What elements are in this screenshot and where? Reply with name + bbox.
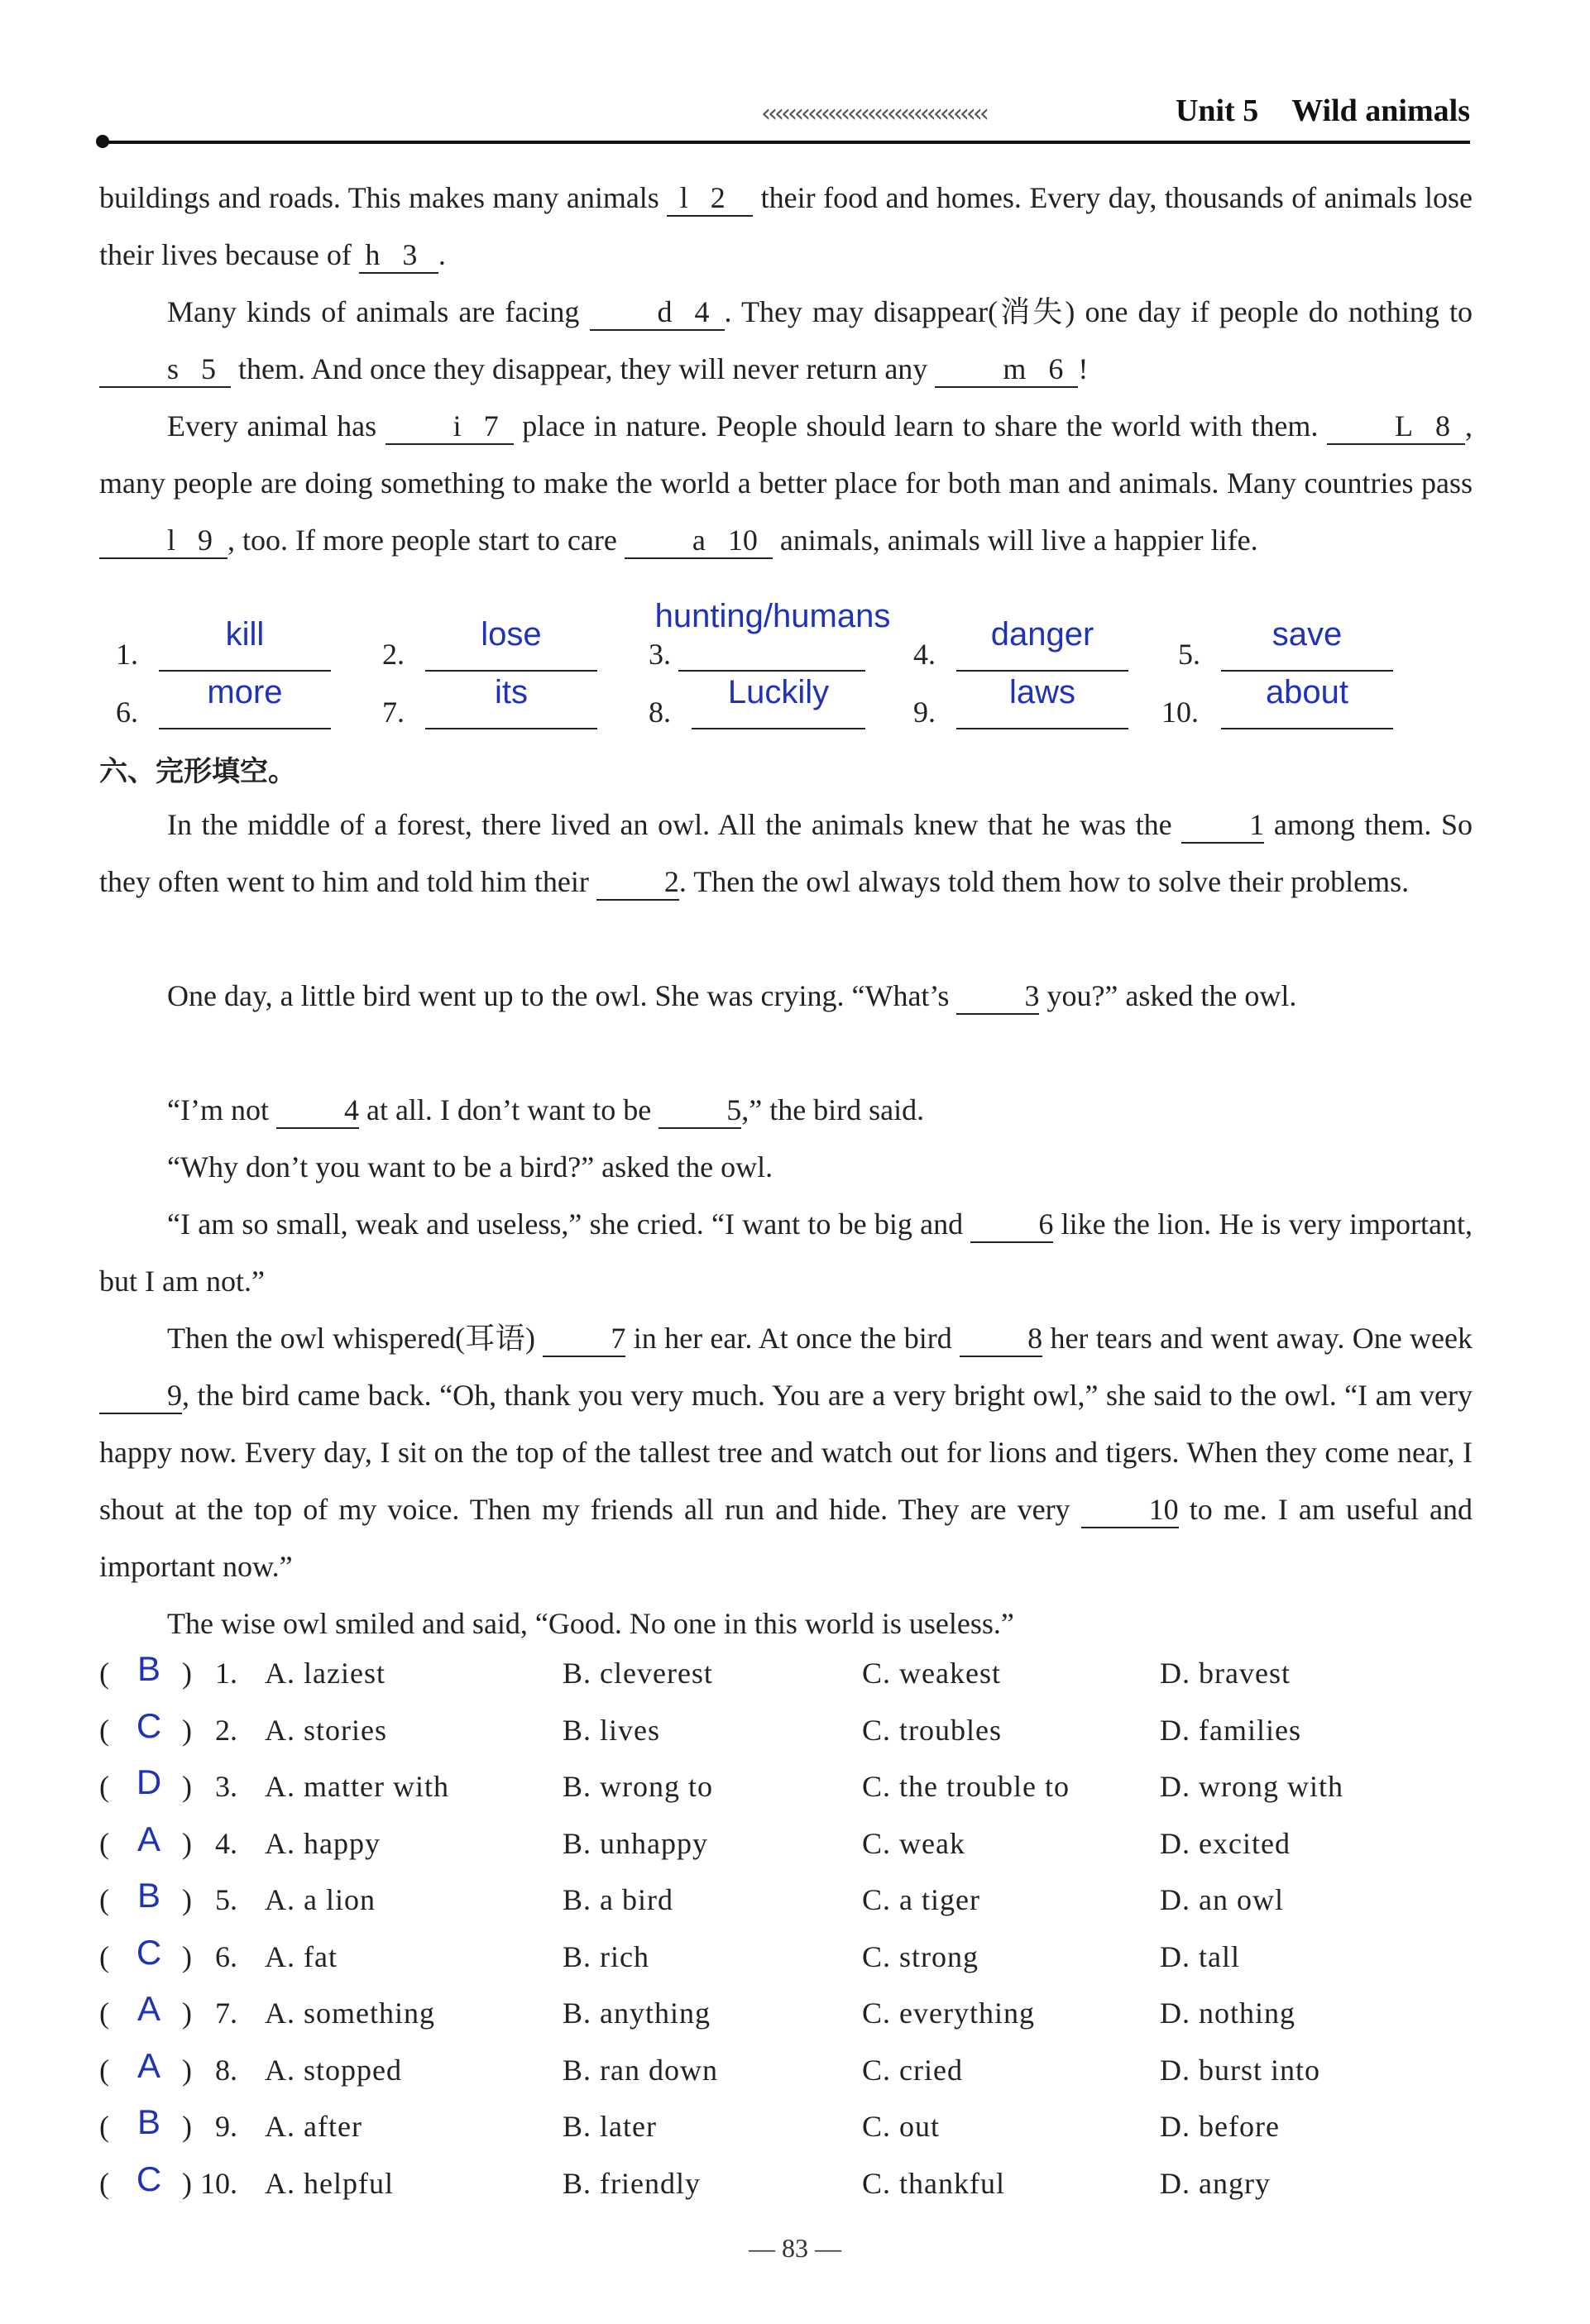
choice-row [99,1649,1506,1706]
answer-letter: A [136,1989,160,2028]
option-c: C. cried [862,2053,963,2087]
open-paren: ( [99,1657,109,1690]
open-paren: ( [99,1713,109,1747]
option-c: C. strong [862,1939,979,1973]
choice-row [99,2046,1506,2103]
answer-letter: C [136,2159,162,2198]
option-c: C. a tiger [862,1883,980,1916]
question-number: 9. [215,2110,237,2143]
answer-letter: B [136,1649,160,1688]
question-number: 6. [215,1939,237,1973]
passage2-para3: “I’m not 4 at all. I don’t want to be 5,” the bird said. [99,1082,1473,1139]
option-a: A. fat [265,1939,338,1973]
option-c: C. weak [862,1826,965,1860]
answer-letter: A [136,1819,160,1858]
open-paren: ( [99,1826,109,1860]
option-b: B. a bird [563,1883,673,1916]
option-a: A. a lion [265,1883,376,1916]
choice-row [99,1706,1506,1763]
passage2-para2: One day, a little bird went up to the owl. She was crying. “What’s 3 you?” asked the owl. [99,968,1473,1025]
passage1-para2: Many kinds of animals are facing d 4 . They may disappear(消失) one day if people do nothing to s 5 them. And once they disappear, they will never return any m 6 ! [99,284,1473,398]
passage2-para1: In the middle of a forest, there lived an owl. All the animals knew that he was the 1 among them. So they often went to him and told him their 2. Then the owl always told them how to solve their problems. [99,796,1473,911]
answer-letter: C [136,1932,162,1972]
answer-letter: A [136,2045,160,2085]
close-paren: ) [182,1657,192,1690]
close-paren: ) [182,1883,192,1916]
passage1-para3: Every animal has i 7 place in nature. People should learn to share the world with them. L 8 , many people are doing something to make the world a better place for both man and animals. Many countries pass l 9 , too. If more people start to care a 10 animals, animals will live a happier life. [99,398,1473,569]
option-d: D. before [1160,2110,1280,2143]
close-paren: ) [182,2110,192,2143]
option-c: C. weakest [862,1657,1001,1690]
open-paren: ( [99,1996,109,2030]
option-d: D. families [1160,1713,1301,1747]
option-b: B. rich [563,1939,649,1973]
option-b: B. unhappy [563,1826,708,1860]
option-c: C. out [862,2110,941,2143]
section-title: 六、完形填空。 [99,755,296,788]
option-a: A. after [265,2110,362,2143]
option-d: D. nothing [1160,1996,1296,2030]
option-a: A. laziest [265,1657,386,1690]
open-paren: ( [99,1939,109,1973]
choice-row [99,1933,1506,1990]
passage1-para1: buildings and roads. This makes many animals l 2 their food and homes. Every day, thousands of animals lose their lives because of h 3 . [99,170,1473,284]
option-c: C. troubles [862,1713,1002,1747]
close-paren: ) [182,1713,192,1747]
open-paren: ( [99,2053,109,2087]
option-d: D. bravest [1160,1657,1291,1690]
option-a: A. happy [265,1826,381,1860]
choice-row [99,1820,1506,1877]
option-a: A. something [265,1996,435,2030]
answer-letter: D [136,1762,162,1801]
question-number: 7. [215,1996,237,2030]
option-d: D. tall [1160,1939,1240,1973]
question-number: 3. [215,1770,237,1803]
passage2-para6: Then the owl whispered(耳语) 7 in her ear. At once the bird 8 her tears and went away. One week 9, the bird came back. “Oh, thank you very much. You are a very bright owl,” she said to the owl. “I am very happy now. Every day, I sit on the top of the tallest tree and watch out for lions and tigers. When they come near, I shout at the top of my voice. Then my friends all run and hide. They are very 10 to me. I am useful and important now.” [99,1322,1473,1583]
option-d: D. wrong with [1160,1770,1343,1803]
option-d: D. angry [1160,2166,1271,2200]
question-number: 8. [215,2053,237,2087]
option-a: A. matter with [265,1770,449,1803]
option-d: D. an owl [1160,1883,1284,1916]
choice-row [99,1762,1506,1820]
option-a: A. helpful [265,2166,394,2200]
option-b: B. later [563,2110,657,2143]
passage2-para4: “Why don’t you want to be a bird?” asked the owl. [167,1150,773,1184]
option-b: B. cleverest [563,1657,713,1690]
passage2-para7: The wise owl smiled and said, “Good. No one in this world is useless.” [167,1607,1014,1640]
answer-letter: B [136,2102,160,2141]
open-paren: ( [99,2166,109,2200]
close-paren: ) [182,1826,192,1860]
option-b: B. anything [563,1996,711,2030]
question-number: 2. [215,1713,237,1747]
question-number: 1. [215,1657,237,1690]
option-b: B. lives [563,1713,661,1747]
answer-letter: B [136,1876,160,1915]
close-paren: ) [182,1770,192,1803]
open-paren: ( [99,1770,109,1803]
header-rule [99,141,1470,144]
question-number: 5. [215,1883,237,1916]
option-b: B. ran down [563,2053,718,2087]
question-number: 10. [200,2166,237,2200]
option-a: A. stopped [265,2053,402,2087]
header-dot [96,135,109,148]
option-c: C. thankful [862,2166,1005,2200]
close-paren: ) [182,1996,192,2030]
open-paren: ( [99,2110,109,2143]
option-b: B. wrong to [563,1770,713,1803]
option-c: C. the trouble to [862,1770,1070,1803]
unit-title: Unit 5 Wild animals [1175,93,1470,128]
option-d: D. excited [1160,1826,1291,1860]
page-number: — 83 — [749,2233,841,2263]
option-b: B. friendly [563,2166,701,2200]
open-paren: ( [99,1883,109,1916]
option-d: D. burst into [1160,2053,1321,2087]
close-paren: ) [182,2053,192,2087]
close-paren: ) [182,1939,192,1973]
answer-letter: C [136,1705,162,1745]
option-c: C. everything [862,1996,1035,2030]
choice-row [99,2159,1506,2216]
chevron-decoration: ‹‹‹‹‹‹‹‹‹‹‹‹‹‹‹‹‹‹‹‹‹‹‹‹‹‹‹‹‹‹‹‹‹‹ [761,99,986,128]
close-paren: ) [182,2166,192,2200]
choice-row [99,1989,1506,2046]
question-number: 4. [215,1826,237,1860]
option-a: A. stories [265,1713,387,1747]
choice-row [99,1876,1506,1933]
passage2-para5: “I am so small, weak and useless,” she cried. “I want to be big and 6 like the lion. He is very important, but I am not.” [99,1207,1473,1298]
choice-row [99,2102,1506,2159]
page-header [99,91,1470,141]
